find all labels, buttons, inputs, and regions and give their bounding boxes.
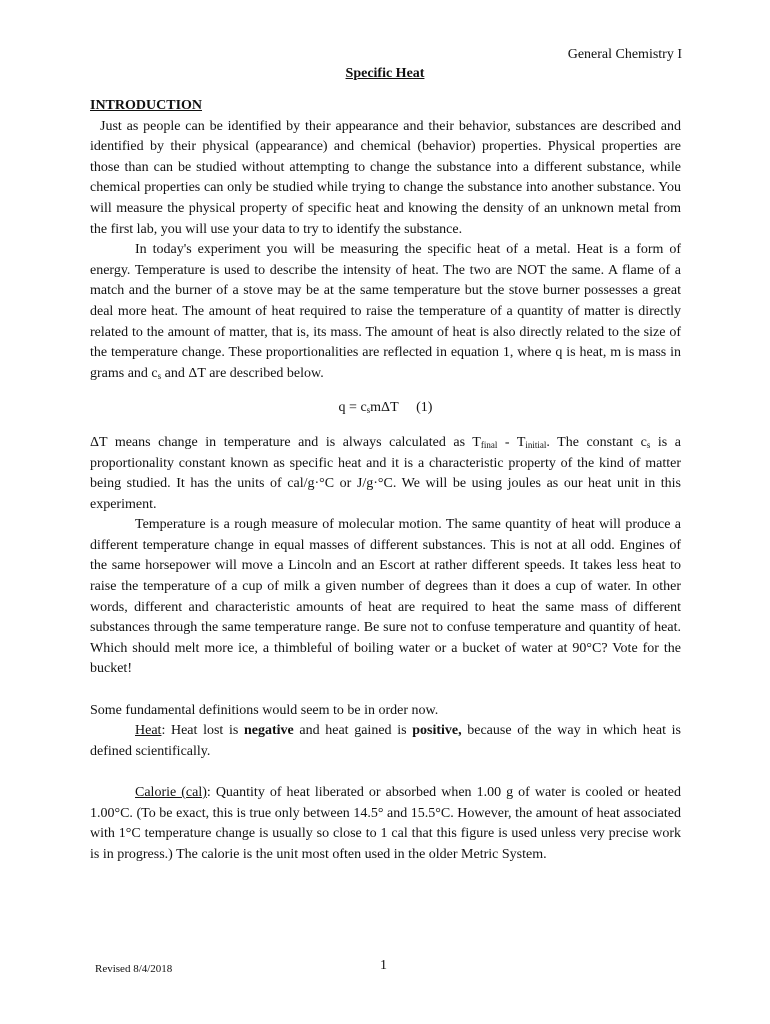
- course-name: General Chemistry I: [567, 47, 682, 62]
- document-body: [90, 96, 681, 865]
- delta-text-c: . The constant c: [546, 434, 647, 450]
- subscript: s: [157, 370, 162, 381]
- heat-def-c: because of the way in which heat is defined scientifically.: [90, 723, 682, 759]
- intro-paragraph-1: Just as people can be identified by their appearance and their behavior, substances are described and identified by their physical (appearance) and chemical (behavior) properties. Physical properties are those than can be studied without attempting to change the substance into a different substance, while chemical properties can only be studied while trying to change the substance into another substance. You will measure the physical property of specific heat and knowing the density of an unknown metal from the first lab, you will use your data to try to identify the substance.: [90, 118, 681, 237]
- page-number: 1: [380, 958, 387, 973]
- delta-t-paragraph: [90, 433, 681, 515]
- negative-word: negative: [243, 723, 294, 739]
- heat-definition: [90, 721, 681, 762]
- section-heading: INTRODUCTION: [90, 98, 203, 113]
- equation-rhs: mΔT: [370, 400, 399, 416]
- equation-subscript: s: [366, 405, 371, 416]
- positive-word: positive,: [412, 723, 462, 739]
- definitions-intro: Some fundamental definitions would seem to be in order now.: [90, 702, 439, 718]
- page-title: Specific Heat: [345, 66, 425, 81]
- subscript-s: s: [646, 439, 651, 450]
- calorie-term: Calorie (cal): [135, 785, 207, 800]
- subscript-final: final: [480, 439, 498, 450]
- heat-def-a: : Heat lost is: [161, 723, 244, 739]
- delta-text-a: ΔT means change in temperature and is always calculated as T: [90, 434, 481, 450]
- delta-text-b: - T: [497, 434, 526, 450]
- intro-paragraph-2: [90, 240, 681, 384]
- equation-1: [90, 398, 681, 419]
- equation-lhs: q = c: [338, 400, 367, 416]
- subscript-initial: initial: [525, 439, 547, 450]
- intro-paragraph-2-text: In today's experiment you will be measuring the specific heat of a metal. Heat is a form of energy. Temperature is used to describe the intensity of heat. The two are NOT the same. A flame of a match and the burner of a stove may be at the same temperature but the stove burner possesses a great deal more heat. The amount of heat required to raise the temperature of a quantity of matter is directly related to the amount of matter, that is, its mass. The amount of heat is also directly related to the size of the temperature change. These proportionalities are reflected in equation 1, where q is heat, m is mass in grams and c: [90, 242, 681, 381]
- calorie-definition: [90, 783, 681, 865]
- temperature-paragraph: Temperature is a rough measure of molecular motion. The same quantity of heat will produce a different temperature change in equal masses of different substances. This is not at all odd. Engines of the same horsepower will move a Lincoln and an Escort at rather different speeds. It takes less heat to raise the temperature of a cup of milk a given number of degrees than it does a cup of water. In other words, different and characteristic amounts of heat are required to heat the same mass of different substances through the same temperature range. Be sure not to confuse temperature and quantity of heat. Which should melt more ice, a thimbleful of boiling water or a bucket of water at 90°C? Vote for the bucket!: [90, 517, 681, 677]
- spacer: [90, 762, 681, 783]
- heat-def-b: and heat gained is: [293, 723, 413, 739]
- spacer: [90, 680, 681, 701]
- revision-date: Revised 8/4/2018: [95, 963, 173, 975]
- heat-term: Heat: [135, 723, 162, 739]
- intro-paragraph-2-end: and ΔT are described below.: [161, 365, 324, 381]
- equation-number: (1): [416, 400, 433, 416]
- delta-text-d: is a proportionality constant known as specific heat and it is a characteristic property of the kind of matter being studied. It has the units of cal/g·°C or J/g·°C. We will be using joules as our heat unit in this experiment.: [90, 434, 681, 512]
- calorie-def-text: : Quantity of heat liberated or absorbed when 1.00 g of water is cooled or heated 1.00°C. (To be exact, this is true only between 14.5° and 15.5°C. However, the amount of heat associated with 1°C temperature change is usually so close to 1 cal that this figure is used unless very precise work is in progress.) The calorie is the unit most often used in the older Metric System.: [90, 785, 681, 862]
